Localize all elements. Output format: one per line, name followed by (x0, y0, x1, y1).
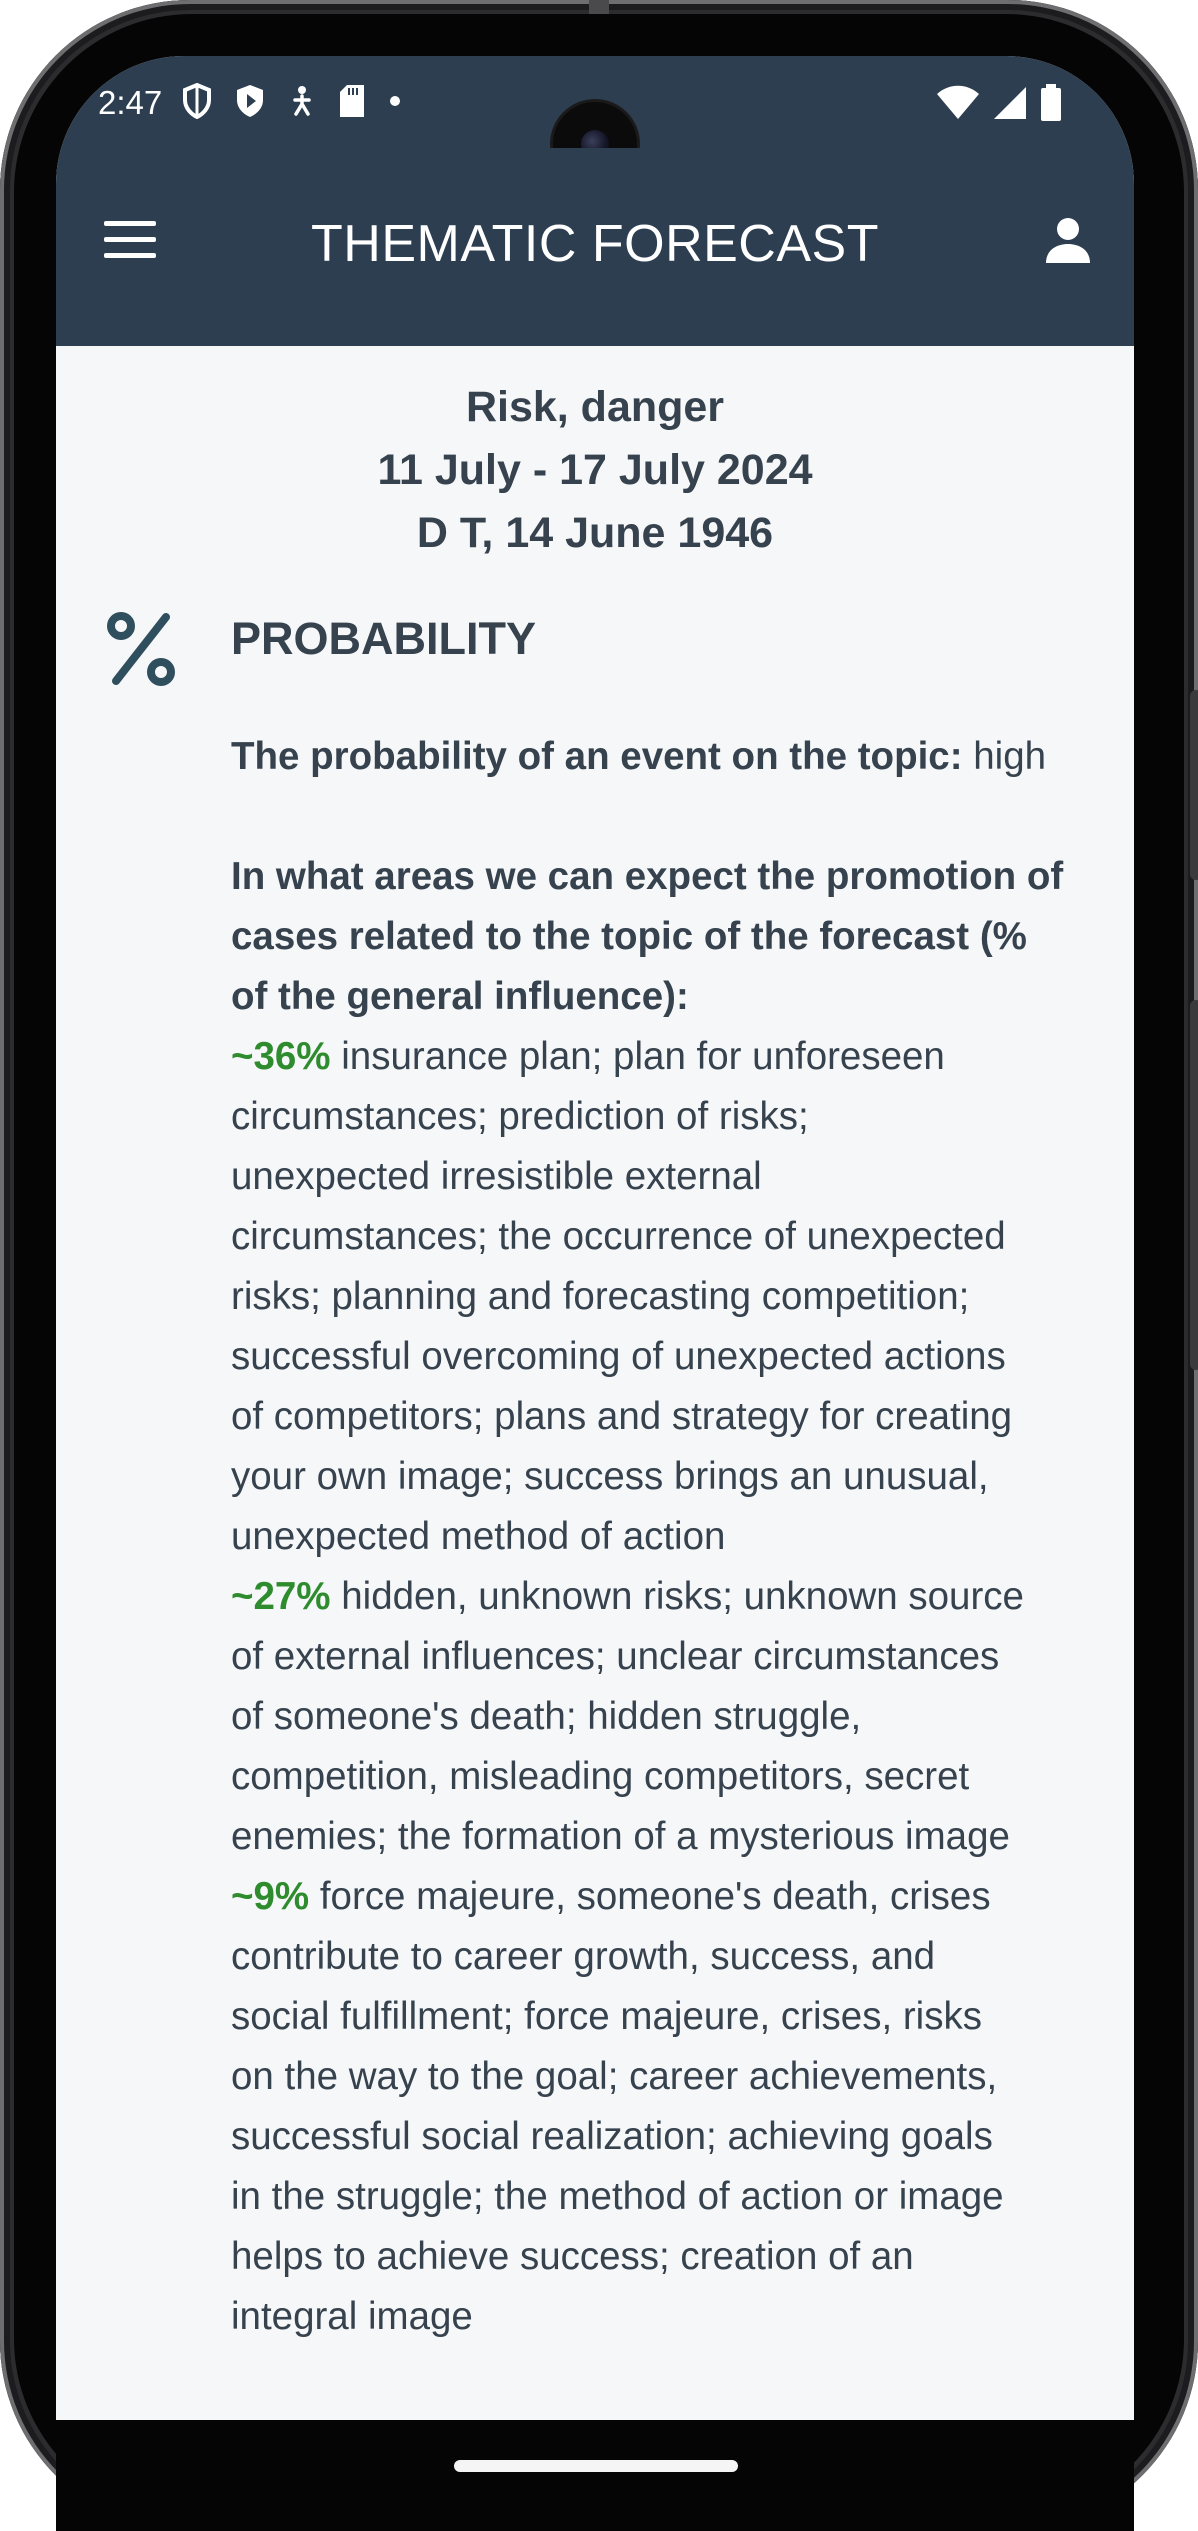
probability-value: high (973, 735, 1047, 778)
volume-button (1190, 1000, 1198, 1370)
battery-icon (1040, 84, 1062, 122)
area-text: circumstances; the occurrence of unexpected (231, 1215, 1006, 1258)
area-text: contribute to career growth, success, and (231, 1935, 936, 1978)
person-icon (1045, 217, 1091, 263)
area-text: unexpected irresistible external (231, 1155, 762, 1198)
screen (56, 56, 1134, 2420)
area-percent: ~36% (231, 1035, 331, 1078)
area-text: competition, misleading competitors, secret (231, 1755, 970, 1798)
area-item (231, 1027, 1111, 1087)
forecast-period: 11 July - 17 July 2024 (377, 446, 813, 494)
area-text: insurance plan; plan for unforeseen (341, 1035, 945, 1078)
status-time: 2:47 (98, 84, 163, 121)
forecast-header (56, 376, 1134, 565)
area-text: helps to achieve success; creation of an (231, 2235, 914, 2278)
section-title: PROBABILITY (231, 613, 537, 664)
area-text: enemies; the formation of a mysterious image (231, 1815, 1010, 1858)
status-bar (56, 56, 1134, 148)
area-text: of someone's death; hidden struggle, (231, 1695, 862, 1738)
area-text: force majeure, someone's death, crises (319, 1875, 991, 1918)
sd-card-icon (338, 84, 366, 118)
profile-button[interactable] (1038, 210, 1098, 270)
area-text: of competitors; plans and strategy for creating (231, 1395, 1013, 1438)
percent-icon (106, 611, 176, 687)
area-text: on the way to the goal; career achievements, (231, 2055, 998, 2098)
dot-icon (388, 94, 402, 108)
area-item (231, 1567, 1111, 1627)
area-text: successful overcoming of unexpected actions (231, 1335, 1006, 1378)
status-icons-left (182, 83, 402, 119)
probability-line (231, 727, 1111, 787)
areas-heading: cases related to the topic of the forecast (% (231, 915, 1027, 958)
probability-body (231, 727, 1111, 2347)
status-icons-right (936, 84, 1062, 122)
areas-heading: of the general influence): (231, 975, 689, 1018)
play-shield-icon (234, 83, 266, 119)
area-item (231, 1867, 1111, 1927)
wifi-icon (936, 85, 980, 121)
area-percent: ~9% (231, 1875, 310, 1918)
areas-heading: In what areas we can expect the promotion of (231, 855, 1064, 898)
app-title: THEMATIC FORECAST (311, 215, 879, 273)
area-percent: ~27% (231, 1575, 331, 1618)
area-text: hidden, unknown risks; unknown source (341, 1575, 1024, 1618)
area-text: in the struggle; the method of action or image (231, 2175, 1004, 2218)
shield-icon (182, 83, 212, 119)
area-text: circumstances; prediction of risks; (231, 1095, 809, 1138)
app-bar (56, 148, 1134, 346)
signal-icon (992, 85, 1028, 121)
area-text: unexpected method of action (231, 1515, 726, 1558)
home-indicator[interactable] (454, 2460, 738, 2472)
forecast-person: D T, 14 June 1946 (416, 509, 774, 557)
gesture-bar-area (56, 2420, 1134, 2531)
area-text: successful social realization; achieving goals (231, 2115, 993, 2158)
accessibility-icon (288, 85, 316, 117)
frame-antenna-line (589, 0, 609, 14)
forecast-topic: Risk, danger (465, 383, 725, 431)
area-text: social fulfillment; force majeure, crises, risks (231, 1995, 982, 2038)
power-button (1190, 690, 1198, 880)
probability-label: The probability of an event on the topic: (231, 735, 963, 778)
area-text: risks; planning and forecasting competition; (231, 1275, 970, 1318)
area-text: your own image; success brings an unusual, (231, 1455, 989, 1498)
area-text: of external influences; unclear circumstances (231, 1635, 1000, 1678)
forecast-content (56, 346, 1134, 2338)
area-text: integral image (231, 2295, 473, 2338)
